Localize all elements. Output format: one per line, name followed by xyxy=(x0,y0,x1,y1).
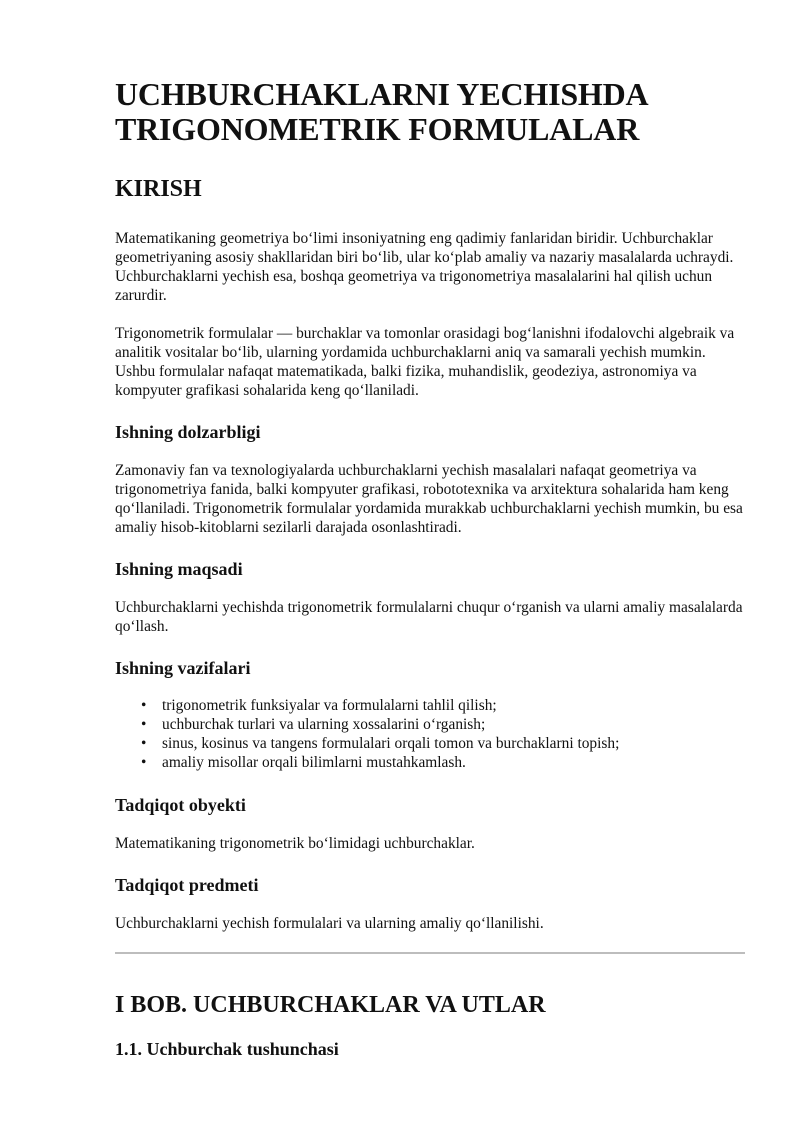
subsection-heading: 1.1. Uchburchak tushunchasi xyxy=(115,1039,339,1059)
bullet-icon: • xyxy=(141,716,147,733)
heading-vazifalar: Ishning vazifalari xyxy=(115,658,251,678)
list-item: • amaliy misollar orqali bilimlarni mustahkamlash. xyxy=(141,754,466,771)
section-heading-kirish: KIRISH xyxy=(115,176,202,202)
horizontal-divider xyxy=(115,952,745,954)
predmet-paragraph: Uchburchaklarni yechish formulalari va ularning amaliy qo‘llanilishi. xyxy=(115,915,544,932)
document-page xyxy=(115,0,745,1060)
intro-paragraph-1: Matematikaning geometriya bo‘limi insoniyatning eng qadimiy fanlaridan biridir. Uchburchaklar geometriyaning asosiy shakllaridan biri bo‘lib, ular ko‘plab amaliy va nazariy masalalarda uchraydi. Uchburchaklarni yechish esa, boshqa geometriya va trigonometriya masalalarini hal qilish uchun zarurdir. xyxy=(115,230,734,304)
bullet-icon: • xyxy=(141,754,147,771)
heading-predmet: Tadqiqot predmeti xyxy=(115,875,259,895)
list-item: • sinus, kosinus va tangens formulalari orqali tomon va burchaklarni topish; xyxy=(141,735,620,752)
chapter-heading: I BOB. UCHBURCHAKLAR VA UTLAR xyxy=(115,992,546,1018)
dolzarblik-paragraph: Zamonaviy fan va texnologiyalarda uchburchaklarni yechish masalalari nafaqat geometriya va trigonometriya fanida, balki kompyuter grafikasi, robototexnika va arxitektura sohalarida ham keng qo‘llaniladi. Trigonometrik formulalar yordamida murakkab uchburchaklarni yechish mumkin, bu esa amaliy hisob-kitoblarni sezilarli darajada osonlashtiradi. xyxy=(115,462,743,536)
heading-dolzarblik: Ishning dolzarbligi xyxy=(115,422,261,442)
vazifalar-list xyxy=(115,696,745,772)
document-title: UCHBURCHAKLARNI YECHISHDA TRIGONOMETRIK FORMULALAR xyxy=(115,76,647,147)
intro-paragraph-2: Trigonometrik formulalar — burchaklar va tomonlar orasidagi bog‘lanishni ifodalovchi algebraik va analitik vositalar bo‘lib, ularning yordamida uchburchaklarni aniq va samarali yechish mumkin. Ushbu formulalar nafaqat matematikada, balki fizika, muhandislik, geodeziya, astronomiya va kompyuter grafikasi sohalarida keng qo‘llaniladi. xyxy=(115,325,735,399)
maqsad-paragraph: Uchburchaklarni yechishda trigonometrik formulalarni chuqur o‘rganish va ularni amaliy masalalarda qo‘llash. xyxy=(115,599,743,635)
bullet-icon: • xyxy=(141,697,147,714)
list-item: • uchburchak turlari va ularning xossalarini o‘rganish; xyxy=(141,716,486,733)
obyekt-paragraph: Matematikaning trigonometrik bo‘limidagi uchburchaklar. xyxy=(115,835,475,852)
list-item: • trigonometrik funksiyalar va formulalarni tahlil qilish; xyxy=(141,697,497,714)
heading-maqsad: Ishning maqsadi xyxy=(115,559,243,579)
heading-obyekt: Tadqiqot obyekti xyxy=(115,795,246,815)
bullet-icon: • xyxy=(141,735,147,752)
